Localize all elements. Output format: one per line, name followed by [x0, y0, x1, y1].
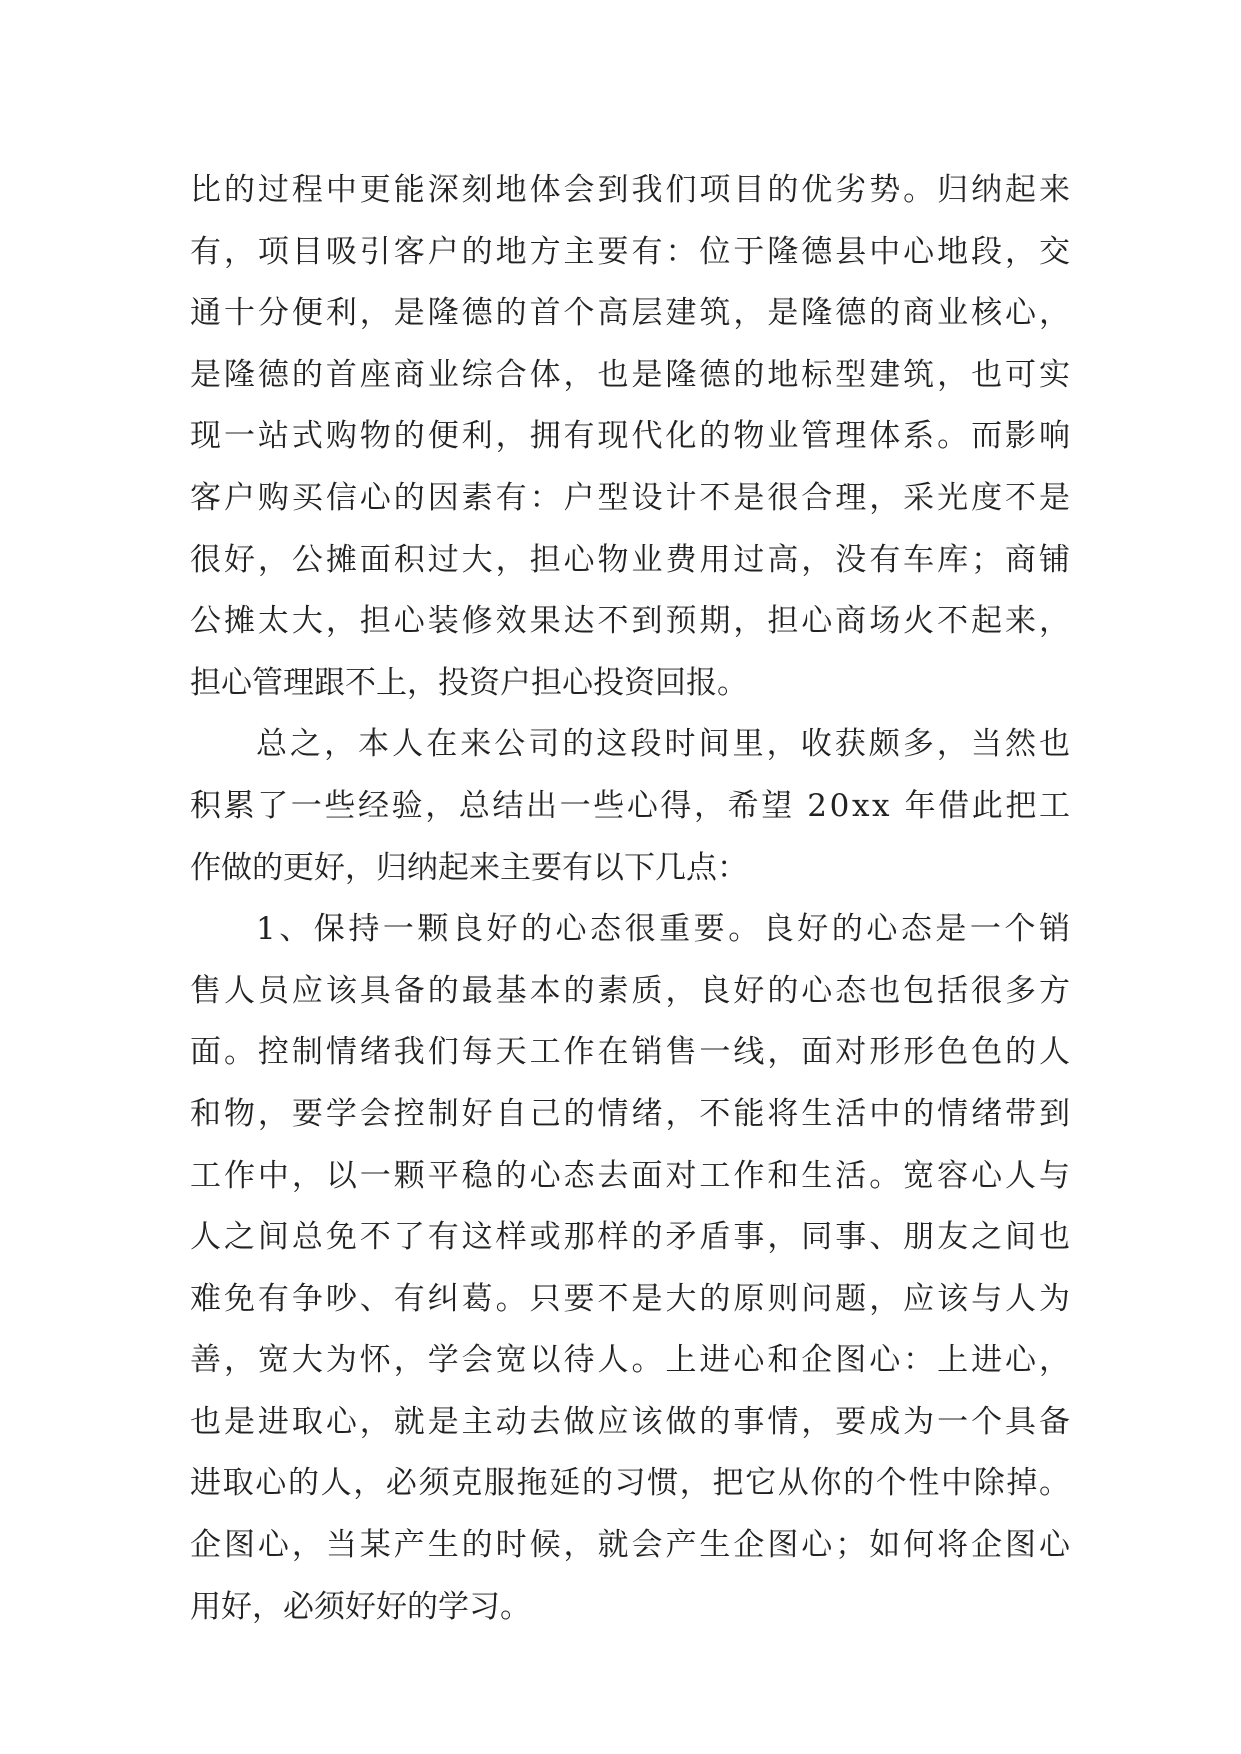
text-line-content: 积累了一些经验，总结出一些心得，希望 20xx 年借此把工 [190, 787, 1073, 824]
text-line-content: 公摊太大，担心装修效果达不到预期，担心商场火不起来， [190, 603, 1073, 640]
text-line-content: 售人员应该具备的最基本的素质，良好的心态也包括很多方 [190, 972, 1073, 1009]
text-line-content: 客户购买信心的因素有：户型设计不是很合理，采光度不是 [190, 479, 1073, 516]
text-line [190, 838, 1070, 900]
text-line-content: 担心管理跟不上，投资户担心投资回报。 [190, 664, 748, 701]
text-line [190, 283, 1073, 345]
text-line [190, 1577, 1070, 1639]
text-line-content: 通十分便利，是隆德的首个高层建筑，是隆德的商业核心， [190, 295, 1073, 332]
text-line [190, 530, 1073, 592]
text-line-content: 人之间总免不了有这样或那样的矛盾事，同事、朋友之间也 [190, 1219, 1073, 1256]
text-line-content: 有，项目吸引客户的地方主要有：位于隆德县中心地段，交 [190, 233, 1073, 270]
text-line-content: 1、保持一颗良好的心态很重要。良好的心态是一个销 [256, 911, 1074, 948]
text-line [190, 1022, 1073, 1084]
paragraph-first-line [190, 714, 1074, 776]
text-line-content: 很好，公摊面积过大，担心物业费用过高，没有车库；商铺 [190, 541, 1073, 578]
text-line [190, 1453, 1070, 1515]
text-line [190, 961, 1073, 1023]
text-line-content: 是隆德的首座商业综合体，也是隆德的地标型建筑，也可实 [190, 356, 1073, 393]
text-line-content: 善，宽大为怀，学会宽以待人。上进心和企图心：上进心， [190, 1342, 1073, 1379]
text-line-content: 作做的更好，归纳起来主要有以下几点： [190, 849, 748, 886]
text-line-content: 总之，本人在来公司的这段时间里，收获颇多，当然也 [256, 726, 1074, 763]
text-line [190, 653, 1070, 715]
text-line [190, 345, 1073, 407]
text-line [190, 160, 1073, 222]
text-line-content: 面。控制情绪我们每天工作在销售一线，面对形形色色的人 [190, 1034, 1073, 1071]
text-line-content: 企图心，当某产生的时候，就会产生企图心；如何将企图心 [190, 1527, 1073, 1564]
text-line-content: 现一站式购物的便利，拥有现代化的物业管理体系。而影响 [190, 418, 1073, 455]
text-line [190, 1330, 1073, 1392]
text-line [190, 222, 1073, 284]
text-line-content: 用好，必须好好的学习。 [190, 1588, 531, 1625]
text-line-content: 比的过程中更能深刻地体会到我们项目的优劣势。归纳起来 [190, 172, 1073, 208]
document-body [190, 160, 1074, 1638]
text-line-content: 难免有争吵、有纠葛。只要不是大的原则问题，应该与人为 [190, 1280, 1073, 1317]
text-line [190, 406, 1073, 468]
text-line-content: 也是进取心，就是主动去做应该做的事情，要成为一个具备 [190, 1403, 1073, 1440]
text-line-content: 和物，要学会控制好自己的情绪，不能将生活中的情绪带到 [190, 1095, 1073, 1132]
text-line [190, 1146, 1073, 1208]
text-line [190, 1207, 1073, 1269]
text-line [190, 776, 1073, 838]
text-line [190, 468, 1073, 530]
text-line [190, 591, 1073, 653]
text-line [190, 1515, 1073, 1577]
paragraph-first-line [190, 899, 1074, 961]
text-line-content: 进取心的人，必须克服拖延的习惯，把它从你的个性中除掉。 [190, 1465, 1072, 1502]
text-line-content: 工作中，以一颗平稳的心态去面对工作和生活。宽容心人与 [190, 1157, 1073, 1194]
text-line [190, 1392, 1073, 1454]
text-line [190, 1084, 1073, 1146]
text-line [190, 1269, 1073, 1331]
